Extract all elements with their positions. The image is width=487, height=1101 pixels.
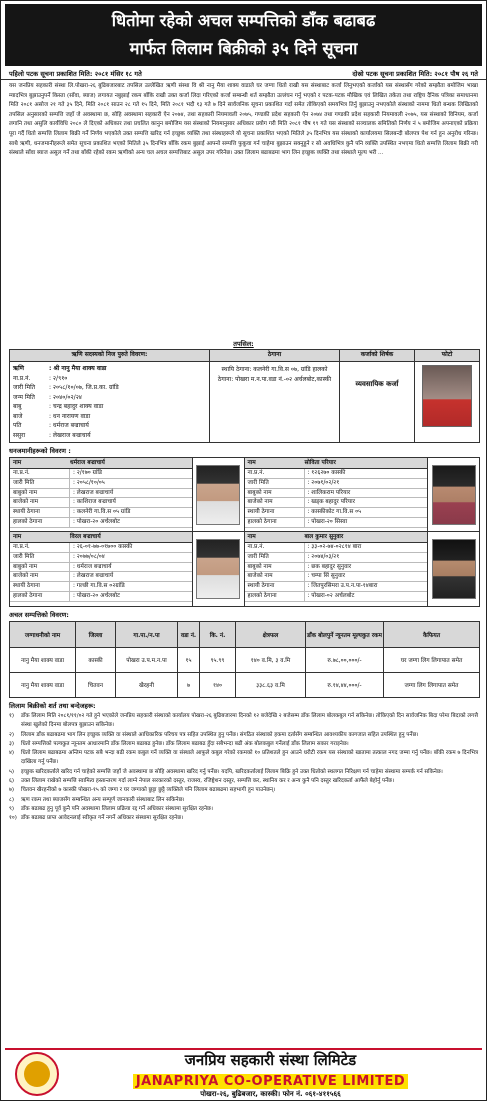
borrower-field-label: बाबु xyxy=(13,403,22,410)
cooperative-name-nepali: जनप्रिय सहकारी संस्था लिमिटेड xyxy=(184,1050,357,1069)
guarantor-field-label: ना.प्र.नं. xyxy=(245,469,305,478)
list-item xyxy=(9,814,478,823)
intro-paragraph: यस जनप्रिय सहकारी संस्था लि.पोखरा-२६ बुढिबजारबाट तपसिल उल्लेखित ऋणी संस्था वि श्री नानु मैया शाक्य वाडाले घर जग्गा धितो राखी यस संस्थाबाट कर्जा लिनुभएको कर्जाको यस संस्थासँग गरेको सम्झौता बमोजिम भाखा म्यादभित्र बुझाउनुपर्ने किस्ता (साँवा, ब्याज) लगायत नबुझाई रकम बाँकि राखी उक्त कर्जा लिदा गरिएको कर्जा सम्बन्धी शर्त सम्झौता उल्लंघन गर्नु भएको र पटक-पटक मौखिक एवं लिखित तकेता तथा राष्ट्रिय दैनिक पत्रिका समाधानमा मिति २०८१ असोज २१ गते ३५ दिने, मिति २०८१ साउन २८ गते १५ दिने, मिति २०८१ भदौ १३ गते ७ दिने सार्वजनिक सूचना प्रकाशित गर्दा समेत तोकिएको समयभित्र तिर्नु बुझाउनु नभएकोले संस्थाको नाममा धितो बन्धक लिखितको तपसिल अनुसारको सम्पत्ति जहाँ जे अवस्थामा छ, सोहि अवस्थामा सहकारी ऐन २०७४, तथा सहकारी नियमावली २०७५, गण्डकी प्रदेश सहकारी ऐन २०७४ तथा गण्डकी प्रदेश सहकारी नियमावली २०७५, यस संस्थाको विनियम, कर्जा लगानि तथा असुलि कार्यविधि २०८० ले दिएको अधिकार तथा प्रचलित कानुन बमोजिम यस संस्थाको नियमानुसार अधिकार प्रयोग गरी मिति २०८१ पौष १९ गते यस संस्थाको सञ्चालक समितिको निर्णय नं ५ बमोजिम अपनाएको प्रक्रिया पूरा गर्दै धितो सम्पत्ति लिलाम बिक्री गर्ने निर्णय भएकोले उक्त सम्पत्ति खरिद गर्न इच्छुक व्यक्ति तथा संस्थाहरूले यो सूचना प्रकाशित भएको मितिले ३५ दिनभित्र यस संस्थाको कार्यालयमा सिलबन्दी बोलपत्र पेश गर्न हुन अनुरोध गरिन्छ। साथै ऋणी, धनजमानीहरूले समेत सूचना प्रकाशित भएको मितिले ३५ दिनभित्र बाँकि रकम बुझाई आफ्नो सम्पत्ति फुकुवा गर्न चाहेमा बुझाउन सक्नुहुने र सो अवधिभित्र कुनै पनि व्यक्ति उपस्थित नभएमा धितो सम्पत्ति लिलाम बिक्री गरी संस्थाले साँवा ब्याज असुल गर्ने तथा बाँकी रहेको रकम ऋणीको अन्य चल अचल सम्पत्तिबाट असुल उपर गरिनेछ। उक्त लिलाम बढाबढमा भाग लिन इच्छुक व्यक्ति तथा संस्थाले मूल्य भरी ... xyxy=(9,83,478,157)
borrower-field-label: ससुरा xyxy=(13,431,26,439)
property-header: गा.पा./न.पा xyxy=(116,622,178,648)
list-item xyxy=(9,777,478,786)
guarantor-field-label: हालको ठेगाना xyxy=(10,518,70,527)
guarantor-photo-cell xyxy=(192,532,244,606)
loan-type: व्यवसायिक कर्जा xyxy=(340,362,415,443)
guarantor-name-label: नाम xyxy=(13,460,22,466)
term-text: इच्छुक खरिदकर्ताले खरिद गर्न चाहेको सम्पत्ति जहाँ जे अवस्थामा छ सोहि अवस्थामा खरिद गर्नु पर्नेछ। यदपि, खरिदकर्तालाई लिलाम बिक्रि हुने उक्त धितोको स्थलगत निरिक्षण गर्न चाहेमा संस्थामा सम्पर्क गर्न सकिनेछ। xyxy=(21,768,443,775)
guarantor-field-label: बाबुको नाम xyxy=(10,489,70,498)
guarantor-field-value: : २६-०१-७७-०१७०० कास्की xyxy=(73,544,133,550)
guarantor-field-label: स्थायी ठेगाना xyxy=(245,508,305,517)
guarantor-field-value: : २०७४/०३/२१ xyxy=(307,553,340,560)
guarantors-grid xyxy=(9,457,480,607)
term-text: चितवन खैरहनीको ७ कास्की पोखरा-१५ को जग्गा र घर जग्गाको छुट्टा छुट्टै व्यक्तिले पनि लिलाम बढाबढमा सहभागी हुन पाउनेछन्। xyxy=(21,787,276,794)
guarantor-field-value: : जितपुरसिमरा उ.प.न.पा-१४बारा xyxy=(307,583,378,590)
guarantor-field-label: जारी मिति xyxy=(10,553,70,562)
cooperative-footer xyxy=(5,1048,482,1098)
guarantor-field-label: ना.प्र.नं. xyxy=(245,543,305,552)
property-cell: जग्गा लिग लिगापात समेत xyxy=(384,673,480,698)
list-item xyxy=(9,768,478,777)
property-cell: खैरहनी xyxy=(116,673,178,698)
borrower-field-label: पति xyxy=(13,422,22,429)
borrower-field-value: : २०५८/१०/०७, जि.प्र.का. ग्रांडि xyxy=(49,384,119,391)
guarantor-field-label: बाजेको नाम xyxy=(10,498,70,507)
cooperative-logo-icon xyxy=(15,1052,59,1096)
borrower-table xyxy=(9,349,480,443)
guarantor-field-value: : ३३-०२-७४-०२८१४ बारा xyxy=(307,544,362,550)
guarantor-field-value: : लेखराज बज्राचार्य xyxy=(73,573,114,580)
guarantor-field-label: बाजेको नाम xyxy=(10,572,70,581)
guarantor-field-label: जारी मिति xyxy=(245,553,305,562)
guarantor-card xyxy=(10,532,245,606)
guarantor-field-label: बाबुको नाम xyxy=(10,563,70,572)
guarantor-name: धर्मराज बज्राचार्य xyxy=(70,460,105,466)
list-item xyxy=(9,786,478,795)
guarantor-card xyxy=(245,458,480,532)
guarantor-photo-cell xyxy=(427,532,479,606)
guarantor-photo xyxy=(196,539,240,599)
property-header: कैफियत xyxy=(384,622,480,648)
property-cell: पोखरा उ.प.म.न.पा xyxy=(116,648,178,673)
guarantor-field-label: हालको ठेगाना xyxy=(245,518,305,527)
guarantor-field-label: बाबुको नाम xyxy=(245,563,305,572)
term-number: ४) xyxy=(9,750,15,757)
banner-line-1: धितोमा रहेको अचल सम्पत्तिको डाँक बढाबढ xyxy=(111,11,376,30)
guarantor-field-value: : लेखराज बज्राचार्य xyxy=(73,489,114,496)
borrower-field-label: जारी मिति xyxy=(13,384,36,391)
guarantor-card xyxy=(245,532,480,606)
guarantors-title: धनजमानीहरूको विवरण : xyxy=(9,447,71,455)
list-item xyxy=(9,749,478,768)
list-item xyxy=(9,712,478,731)
guarantor-photo-cell xyxy=(192,458,244,531)
guarantor-field-label: जारी मिति xyxy=(245,479,305,488)
guarantor-field-value: : चम्पा सिं सुनुवार xyxy=(307,573,345,580)
terms-title: लिलाम बिक्रीको शर्त तथा बन्देजहरू: xyxy=(9,702,96,710)
term-number: ५) xyxy=(9,768,15,775)
schedule-label: तपसिल: xyxy=(233,340,254,348)
guarantor-field-value: : २/१७० ग्रांडि xyxy=(73,470,103,476)
property-cell: नानु मैया शाक्य वाडा xyxy=(10,673,76,698)
property-cell: रु.७८,००,०००/- xyxy=(306,648,384,673)
term-text: ऋण रकम तथा ब्याजसँग सम्बन्धित अन्य सम्पूर्ण जानकारी संस्थाबाट लिन सकिनेछ। xyxy=(21,796,185,803)
term-number: ३) xyxy=(9,740,15,747)
list-item xyxy=(9,796,478,805)
guarantor-field-value: : कलनेरी गा.वि.स ०५ ग्रांडि xyxy=(73,509,131,516)
guarantor-name: बाल कुमार सुनुवार xyxy=(304,534,344,540)
guarantor-field-value: : पोखरा-२० अर्चलबोट xyxy=(73,592,120,599)
borrower-address: स्थायि ठेगाना: कलनेरी गा.वि.स ०७, ग्रांडि हालको ठेगाना: पोखरा म.न.पा.वडा नं.-०२ अर्चलबोट,कास्की xyxy=(210,362,340,443)
term-number: २) xyxy=(9,731,15,738)
property-table xyxy=(9,621,480,698)
property-cell: चितवन xyxy=(76,673,116,698)
guarantor-name: विरल बज्राचार्य xyxy=(70,534,101,540)
borrower-name-label: ऋणि xyxy=(13,365,25,372)
property-header: डाँक बोलपुर्ने न्यूनतम मूल्यकुत रकम xyxy=(306,622,384,648)
borrower-field-value: : २/९१० xyxy=(49,374,68,382)
property-cell: ७ xyxy=(178,673,200,698)
borrower-details xyxy=(10,362,210,443)
publication-dates xyxy=(1,66,486,80)
guarantor-field-value: : पोखरा-२० सिस्वा xyxy=(307,518,348,525)
cooperative-address: पोखरा-२६, बुढिबजार, कास्की। फोन नं. ०६१-४११५६६ xyxy=(200,1089,341,1098)
borrower-field-label: बाजे xyxy=(13,412,23,420)
guarantor-field-value: : धर्मराज बज्राचार्य xyxy=(73,563,112,570)
guarantor-field-value: : काशिराज बज्राचार्य xyxy=(73,499,116,506)
guarantor-field-label: हालको ठेगाना xyxy=(245,592,305,601)
guarantor-photo xyxy=(432,539,476,599)
term-text: धितो सम्पत्तिको पल्यकुत न्यूनतम आधारमानि डाँक लिलाम बढाबढ हुनेछ। डाँक लिलाम बढाबढ हुँदा सबैभन्दा बढी अंक बोलकबुल गर्नेलाई डाँक लिलाम सकार गराइनेछ। xyxy=(21,740,349,747)
property-cell: ३३८.६३ व.मि xyxy=(236,673,306,698)
borrower-name: : श्री नानु मैया शाक्य वाडा xyxy=(49,365,107,372)
property-cell: कास्की xyxy=(76,648,116,673)
term-text: डाँक लिलाम मिति २०८१/११/०२ गते हुने भएकोले जनप्रिय सहकारी संस्थाको कार्यालय पोखरा-२६ बुढिबजारमा दिनको १२ बजेदेखि २ बजेसम्म डाँक लिलाम बोलकबुल गर्न सकिनेछ। तोकिएको दिन सार्वजनिक बिदा परेमा बिदाको लगत्तै संस्था खुलेको दिनमा बोलपत्र बुझाउन सकिनेछ। xyxy=(21,713,478,729)
guarantor-field-label: स्थायी ठेगाना xyxy=(245,582,305,591)
borrower-field-label: जन्म मिति xyxy=(13,393,35,401)
term-number: ८) xyxy=(9,796,15,803)
borrower-field-value: : लेखराज बज्राचार्य xyxy=(49,431,91,439)
property-header: जिल्ला xyxy=(76,622,116,648)
term-text: डाँक बढाबढ हुनु पूर्व कुनै पनि अवस्थामा लिलाम प्रक्रिया रद्द गर्ने अधिकार संस्थामा सुरक्षित रहनेछ। xyxy=(21,805,213,812)
term-number: ६) xyxy=(9,778,15,785)
guarantor-field-value: : कास्कीकोट गा.वि.स ०५ xyxy=(307,509,362,516)
guarantor-name: सोविता परियार xyxy=(304,460,336,466)
term-text: धितो लिलाम बढाबढमा अन्तिम पटक सबै भन्दा बढी रकम कबुल गर्ने व्यक्ति वा संस्थाले आफूले कबुल गरेको रकमको १० प्रतिशतले हुन आउने धरौटी रकम यस संस्थाको खातामा तत्काल नगद जम्मा गर्नु पर्नेछ। बाँकी रकम ७ दिनभित्र दाखिला गर्नु पर्नेछ। xyxy=(21,750,478,766)
guarantor-field-label: ना.प्र.नं. xyxy=(10,469,70,478)
guarantor-photo-cell xyxy=(427,458,479,531)
list-item xyxy=(9,731,478,740)
term-number: १) xyxy=(9,713,15,719)
guarantor-field-value: : शालिकराम परियार xyxy=(307,489,351,496)
guarantor-field-label: जारी मिति xyxy=(10,479,70,488)
term-number: १०) xyxy=(9,815,17,822)
guarantor-field-value: : पोखरा-२० अर्चलबोट xyxy=(73,518,120,525)
guarantor-field-value: : १२६२७० कास्की xyxy=(307,470,346,476)
guarantor-photo xyxy=(196,465,240,525)
property-cell: रु.१४,४४,०००/- xyxy=(306,673,384,698)
guarantor-name-label: नाम xyxy=(247,534,256,540)
property-header: वडा नं. xyxy=(178,622,200,648)
guarantor-field-label: बाबुको नाम xyxy=(245,489,305,498)
terms-list xyxy=(1,712,486,824)
guarantor-field-label: ना.प्र.नं. xyxy=(10,543,70,552)
property-header: जग्गाधनीको नाम xyxy=(10,622,76,648)
property-cell: १५ xyxy=(178,648,200,673)
guarantor-field-value: : २०५८/१०/०५ xyxy=(73,479,105,486)
borrower-field-label: ना.प्र.नं. xyxy=(13,374,31,382)
guarantor-field-label: हालको ठेगाना xyxy=(10,592,70,601)
term-text: लिलाम डाँक बढाबढमा भाग लिन इच्छुक व्यक्ति वा संस्थाले आधिकारिक परिचय पत्र सहित उपस्थित हुनु पर्नेछ। संगठित संस्थाको हकमा दर्तासँग सम्बन्धित आवश्यकीय कागजात सहित उपस्थित हुनु पर्नेछ। xyxy=(21,731,419,738)
list-item xyxy=(9,805,478,814)
term-number: ७) xyxy=(9,787,15,794)
guarantor-field-value: : खड्क बहादुर परियार xyxy=(307,499,356,506)
borrower-header-details: ऋणि सदस्यको निज पुरुते विवरण: xyxy=(10,350,210,362)
list-item xyxy=(9,740,478,749)
borrower-photo xyxy=(422,365,472,427)
notice-banner xyxy=(5,4,482,66)
property-header: क्षेत्रफल xyxy=(236,622,306,648)
term-text: उक्त लिलाम राखेको सम्पत्ति स्वामित्व हस्तान्तरण गर्दा लाग्ने नेपाल सरकारको दस्तुर, राजस्व, रजिष्ट्रेशन दस्तुर, सम्पत्ति कर, स्थानिय कर र अन्य कुनै पनि दस्तुर खरिदकर्ता आफैंले बेहोर्नु पर्नेछ। xyxy=(21,778,395,785)
borrower-photo-cell xyxy=(415,362,480,443)
second-publication: दोस्रो पटक सूचना प्रकाशित मिति: २०८१ पौष २६ गते xyxy=(352,70,478,78)
property-cell: नानु मैया शाक्य वाडा xyxy=(10,648,76,673)
term-text: डाँक बढाबढ प्राप्त आवेदनलाई स्वीकृत गर्ने नगर्ने अधिकार संस्थामा सुरक्षित रहनेछ। xyxy=(21,815,184,822)
property-cell: १४० xyxy=(200,673,236,698)
property-cell: १४० व.मि, ३ व.मि xyxy=(236,648,306,673)
borrower-field-value: : चन्द्र बहादुर शाक्य वाडा xyxy=(49,403,104,410)
property-title: अचल सम्पत्तिको विवरण: xyxy=(9,611,69,619)
borrower-header-address: ठेगाना xyxy=(210,350,340,362)
table-row xyxy=(10,648,480,673)
guarantor-field-value: : २०७७/०८/०४ xyxy=(73,553,105,560)
guarantor-field-value: : छक बहादुर सुनुवार xyxy=(307,563,352,570)
guarantor-photo xyxy=(432,465,476,525)
guarantor-name-label: नाम xyxy=(13,534,22,540)
borrower-header-photo: फोटो xyxy=(415,350,480,362)
borrower-field-value: : २०४०/०२/२४ xyxy=(49,393,82,401)
guarantor-field-label: बाजेको नाम xyxy=(245,498,305,507)
guarantor-field-label: स्थायी ठेगाना xyxy=(10,508,70,517)
property-cell: घर जग्गा लिग लिगापात समेत xyxy=(384,648,480,673)
guarantor-field-label: स्थायी ठेगाना xyxy=(10,582,70,591)
property-cell: ९५.९९ xyxy=(200,648,236,673)
guarantor-name-label: नाम xyxy=(247,460,256,466)
property-header: कि. नं. xyxy=(200,622,236,648)
cooperative-name-english: JANAPRIYA CO-OPERATIVE LIMITED xyxy=(133,1074,408,1089)
term-number: ९) xyxy=(9,805,15,812)
first-publication: पहिलो पटक सूचना प्रकाशित मिति: २०८१ मंसिर १८ गते xyxy=(9,70,142,78)
guarantor-card xyxy=(10,458,245,532)
guarantor-field-value: : गल्छी गा.वि.स ०२ग्रांडि xyxy=(73,583,125,590)
borrower-field-value: : धन नारायण वाडा xyxy=(49,412,91,420)
guarantor-field-value: : पोखरा-०२ अर्चलबोट xyxy=(307,592,355,599)
banner-line-2: मार्फत लिलाम बिक्रीको ३५ दिने सूचना xyxy=(129,39,358,58)
guarantor-field-value: : २०७१/०२/२१ xyxy=(307,479,340,486)
borrower-header-loan: कर्जाको शिर्षक xyxy=(340,350,415,362)
guarantor-field-label: बाजेको नाम xyxy=(245,572,305,581)
table-row xyxy=(10,673,480,698)
borrower-field-value: : धर्मराज बज्राचार्य xyxy=(49,422,89,429)
